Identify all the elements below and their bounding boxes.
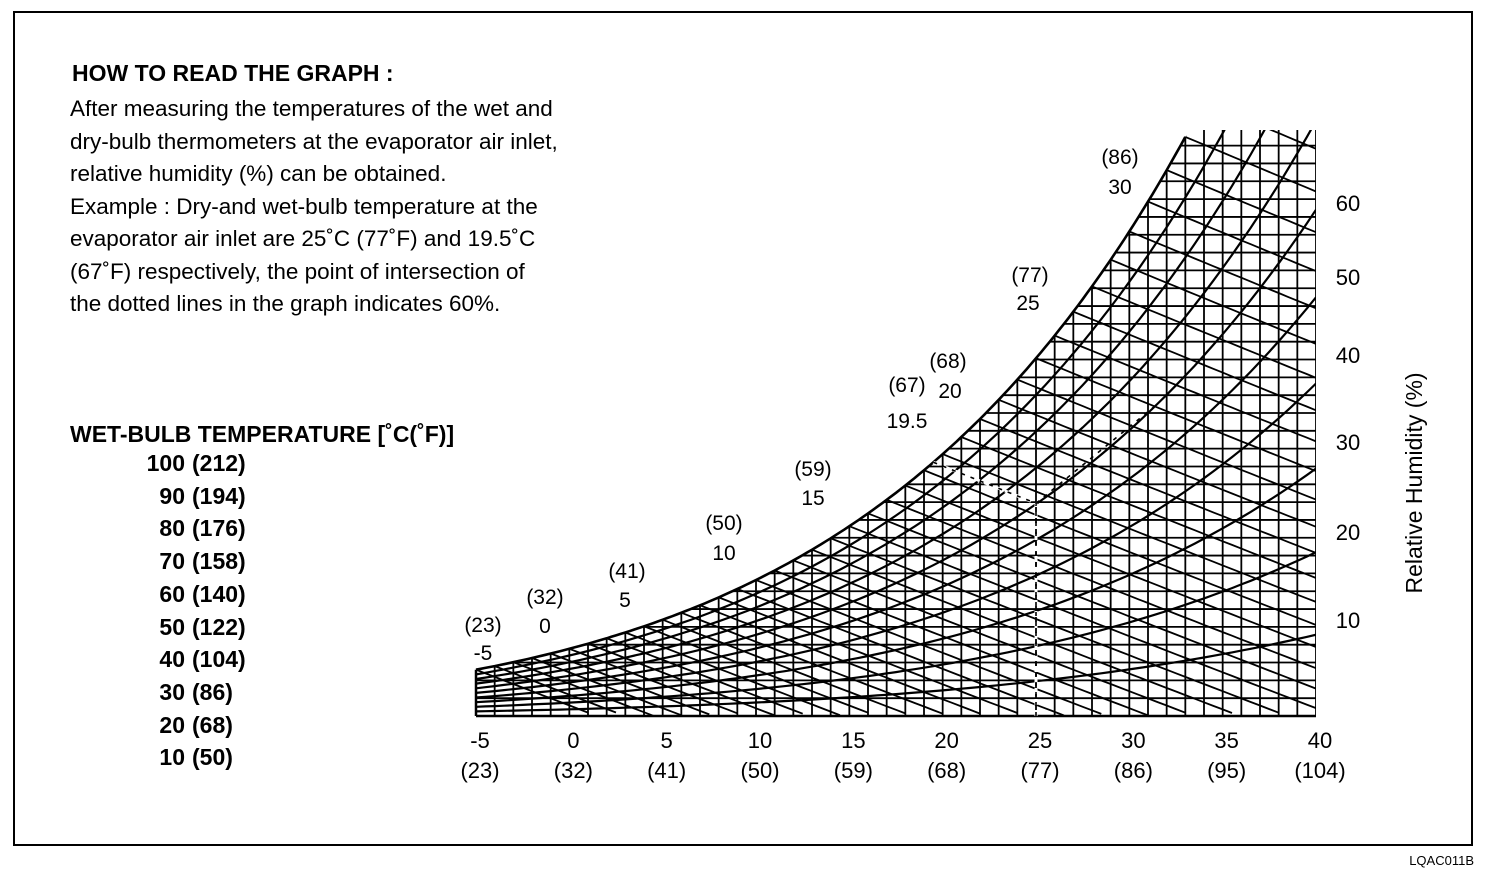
- wetbulb-celsius: 80: [159, 515, 185, 542]
- wetbulb-fahrenheit: (140): [192, 580, 246, 607]
- wetbulb-fahrenheit: (158): [192, 548, 246, 575]
- saturation-label-fahrenheit: (77): [1011, 264, 1049, 287]
- x-tick-label-celsius: 40: [1307, 728, 1333, 753]
- wet-bulb-line: [1241, 26, 1316, 58]
- wet-bulb-line: [1260, 0, 1316, 8]
- saturation-label-fahrenheit: (50): [705, 512, 743, 535]
- saturation-label-celsius: -5: [473, 642, 493, 665]
- howto-line: After measuring the temperatures of the wet and: [70, 96, 553, 121]
- wetbulb-celsius: 40: [159, 646, 185, 673]
- y-tick-label: 20: [1335, 520, 1361, 545]
- wet-bulb-line: [999, 400, 1316, 527]
- saturation-label-fahrenheit: (41): [608, 560, 646, 583]
- relative-humidity-curve: [473, 121, 1316, 684]
- saturation-label-celsius: 15: [801, 487, 825, 510]
- saturation-label-celsius: 25: [1016, 292, 1040, 315]
- relative-humidity-curve: [473, 297, 1316, 693]
- x-tick-label-fahrenheit: (104): [1294, 758, 1346, 783]
- x-tick-label-celsius: 35: [1214, 728, 1239, 753]
- saturation-label-celsius: 0: [539, 615, 551, 638]
- howto-line: evaporator air inlet are 25˚C (77˚F) and 19.5˚C: [70, 226, 536, 251]
- x-tick-label-fahrenheit: (86): [1113, 758, 1153, 783]
- y-axis-label: Relative Humidity (%): [1401, 372, 1427, 594]
- wet-bulb-line: [737, 589, 1064, 716]
- y-tick-label: 60: [1335, 191, 1361, 216]
- x-tick-label-celsius: 20: [934, 728, 959, 753]
- saturation-label-celsius: 10: [712, 542, 736, 565]
- x-tick-label-fahrenheit: (59): [833, 758, 873, 783]
- howto-line: Example : Dry-and wet-bulb temperature at the: [70, 193, 538, 219]
- saturation-label-celsius: 30: [1108, 176, 1132, 199]
- wetbulb-fahrenheit: (50): [192, 744, 233, 771]
- x-tick-label-celsius: 0: [567, 728, 580, 753]
- wetbulb-celsius: 70: [159, 548, 185, 575]
- wetbulb-celsius: 10: [159, 744, 185, 771]
- x-tick-label-fahrenheit: (41): [647, 758, 687, 783]
- wetbulb-fahrenheit: (194): [192, 482, 246, 509]
- saturation-label-celsius: 20: [938, 380, 962, 403]
- wet-bulb-line: [961, 437, 1316, 578]
- howto-title: HOW TO READ THE GRAPH :: [72, 60, 394, 86]
- wetbulb-celsius: 100: [146, 450, 185, 476]
- relative-humidity-curve: [473, 31, 1316, 680]
- x-tick-label-celsius: 5: [660, 728, 673, 753]
- x-tick-label-fahrenheit: (77): [1020, 758, 1060, 783]
- x-tick-label-fahrenheit: (68): [927, 758, 967, 783]
- howto-line: relative humidity (%) can be obtained.: [70, 161, 447, 186]
- saturation-label-fahrenheit: (32): [526, 586, 564, 609]
- chart-grid: [473, 0, 1316, 716]
- x-tick-label-fahrenheit: (32): [553, 758, 593, 783]
- saturation-label-fahrenheit: (59): [794, 458, 832, 481]
- x-tick-label-fahrenheit: (23): [460, 758, 500, 783]
- x-tick-label-fahrenheit: (95): [1207, 758, 1247, 783]
- wetbulb-celsius: 90: [159, 482, 185, 509]
- figure-code: LQAC011B: [1409, 853, 1474, 868]
- x-tick-label-celsius: 10: [747, 728, 773, 753]
- howto-line: (67˚F) respectively, the point of intersection of: [70, 258, 525, 284]
- y-tick-label: 30: [1335, 430, 1361, 455]
- y-tick-label: 40: [1335, 343, 1361, 368]
- howto-line: the dotted lines in the graph indicates 60%.: [70, 291, 501, 316]
- x-tick-label-celsius: 30: [1121, 728, 1146, 753]
- wetbulb-celsius: 60: [159, 580, 185, 607]
- saturation-label-celsius: 19.5: [886, 410, 928, 433]
- x-tick-label-celsius: 15: [841, 728, 866, 753]
- wet-bulb-line: [924, 470, 1316, 625]
- saturation-label-celsius: 5: [619, 589, 631, 612]
- saturation-label-fahrenheit: (67): [888, 374, 926, 397]
- wetbulb-legend-title: WET-BULB TEMPERATURE [˚C(˚F)]: [70, 421, 455, 447]
- x-tick-label-fahrenheit: (50): [740, 758, 780, 783]
- wetbulb-celsius: 20: [159, 711, 185, 738]
- y-tick-label: 50: [1335, 265, 1361, 290]
- wetbulb-fahrenheit: (176): [192, 515, 246, 542]
- x-tick-label-celsius: 25: [1027, 728, 1053, 753]
- wet-bulb-line: [1111, 260, 1316, 344]
- wetbulb-fahrenheit: (104): [192, 646, 246, 673]
- wetbulb-celsius: 50: [159, 613, 185, 640]
- saturation-label-fahrenheit: (86): [1101, 146, 1139, 169]
- wetbulb-fahrenheit: (68): [192, 711, 233, 738]
- howto-line: dry-bulb thermometers at the evaporator air inlet,: [70, 128, 558, 154]
- wetbulb-fahrenheit: (86): [192, 678, 233, 705]
- wet-bulb-line: [1148, 202, 1316, 272]
- wetbulb-fahrenheit: (122): [192, 613, 246, 640]
- saturation-label-fahrenheit: (68): [929, 350, 967, 373]
- x-tick-label-celsius: -5: [470, 728, 490, 753]
- wetbulb-fahrenheit: (212): [192, 450, 246, 476]
- saturation-label-fahrenheit: (23): [464, 614, 502, 637]
- wetbulb-celsius: 30: [159, 678, 185, 705]
- wet-bulb-line: [1036, 358, 1316, 471]
- y-tick-label: 10: [1335, 608, 1361, 633]
- wet-bulb-line: [1223, 65, 1316, 105]
